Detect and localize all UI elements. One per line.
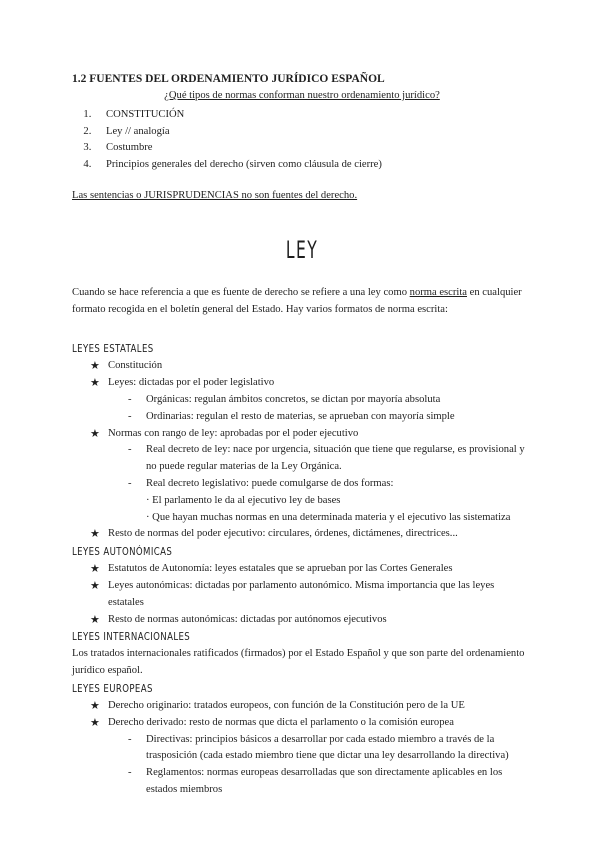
intro-before: Cuando se hace referencia a que es fuente de derecho se refiere a una ley como — [72, 286, 410, 298]
estatales-list — [72, 358, 532, 543]
europeas-list — [72, 698, 532, 799]
rdleg-option-a: · El parlamento le da al ejecutivo ley de bases — [146, 494, 341, 506]
star-icon: ★ — [90, 613, 100, 626]
list-item — [128, 442, 532, 476]
item-text: Resto de normas del poder ejecutivo: circulares, órdenes, dictámenes, directrices... — [108, 528, 458, 540]
list-item — [90, 715, 532, 799]
dash-icon: - — [128, 410, 132, 422]
list-item — [90, 526, 532, 543]
internacionales-text: Los tratados internacionales ratificados (firmados) por el Estado Español y que son parte del ordenamiento jurídico español. — [72, 648, 525, 677]
list-item — [90, 375, 532, 425]
item-text: Constitución — [108, 360, 163, 372]
intro-underlined: norma escrita — [409, 286, 467, 298]
internacionales-title: LEYES INTERNACIONALES — [72, 630, 191, 644]
star-icon: ★ — [90, 563, 100, 576]
item-text: Resto de normas autonómicas: dictadas por autónomos ejecutivos — [108, 613, 387, 625]
list-item: 1. CONSTITUCIÓN — [94, 107, 532, 124]
europeas-title: LEYES EUROPEAS — [72, 681, 153, 695]
list-item — [128, 732, 532, 766]
list-item — [90, 358, 532, 375]
estatales-title: LEYES ESTATALES — [72, 342, 154, 356]
list-item — [128, 476, 532, 526]
document-page — [72, 70, 532, 799]
item-text: Real decreto de ley: nace por urgencia, situación que tiene que regularse, es provisional y no puede regular materias de la Ley Orgánica. — [146, 444, 525, 473]
ley-title: LEY — [285, 235, 319, 264]
jurisprudence-note: Las sentencias o JURISPRUDENCIAS no son fuentes del derecho. — [72, 189, 358, 201]
list-item — [128, 392, 532, 409]
list-item — [90, 561, 532, 578]
list-item — [90, 698, 532, 715]
item-text: Leyes autonómicas: dictadas por parlamento autonómico. Misma importancia que las leyes estatales — [108, 579, 495, 608]
section-heading: 1.2 FUENTES DEL ORDENAMIENTO JURÍDICO ESPAÑOL — [72, 73, 385, 85]
list-item — [90, 578, 532, 612]
item-text: Leyes: dictadas por el poder legislativo — [108, 377, 275, 389]
star-icon: ★ — [90, 699, 100, 712]
item-text: Real decreto legislativo: puede comulgarse de dos formas: — [146, 477, 394, 489]
star-icon: ★ — [90, 528, 100, 541]
dash-icon: - — [128, 477, 132, 489]
autonomicas-title: LEYES AUTONÓMICAS — [72, 545, 173, 559]
item-text: Ordinarias: regulan el resto de materias, se aprueban con mayoría simple — [146, 410, 455, 422]
star-icon: ★ — [90, 579, 100, 592]
item-text: Normas con rango de ley: aprobadas por el poder ejecutivo — [108, 427, 359, 439]
star-icon: ★ — [90, 360, 100, 373]
dash-icon: - — [128, 393, 132, 405]
item-text: Estatutos de Autonomía: leyes estatales que se aprueban por las Cortes Generales — [108, 563, 453, 575]
star-icon: ★ — [90, 377, 100, 390]
leyes-sublist — [108, 392, 532, 426]
list-item: 2. Ley // analogía — [94, 124, 532, 141]
list-item — [128, 409, 532, 426]
list-item — [90, 426, 532, 527]
item-text: Reglamentos: normas europeas desarrolladas que son directamente aplicables en los estados miembros — [146, 767, 503, 795]
star-icon: ★ — [90, 427, 100, 440]
autonomicas-list — [72, 561, 532, 628]
dash-icon: - — [128, 444, 132, 456]
derivado-sublist — [108, 732, 532, 799]
guiding-question: ¿Qué tipos de normas conforman nuestro ordenamiento jurídico? — [164, 90, 440, 101]
list-item: 4. Principios generales del derecho (sirven como cláusula de cierre) — [94, 157, 532, 174]
dash-icon: - — [128, 733, 132, 745]
sources-list — [72, 107, 532, 174]
intro-paragraph — [72, 285, 532, 319]
star-icon: ★ — [90, 716, 100, 729]
item-text: Orgánicas: regulan ámbitos concretos, se dictan por mayoría absoluta — [146, 393, 441, 405]
list-item: 3. Costumbre — [94, 140, 532, 157]
item-text: Derecho derivado: resto de normas que dicta el parlamento o la comisión europea — [108, 716, 454, 728]
list-item — [128, 765, 532, 799]
rdleg-option-b: · Que hayan muchas normas en una determinada materia y el ejecutivo las sistematiza — [146, 511, 511, 523]
dash-icon: - — [128, 767, 132, 779]
rango-sublist — [108, 442, 532, 526]
item-text: Directivas: principios básicos a desarrollar por cada estado miembro a través de la trasposición (cada estado miembro tiene que dictar una ley desarrollando la directiva) — [146, 733, 509, 762]
intro-after: en cualquier formato recogida en el boletín general del Estado. Hay varios formatos de norma escrita: — [72, 286, 522, 315]
item-text: Derecho originario: tratados europeos, con función de la Constitución pero de la UE — [108, 699, 465, 711]
list-item — [90, 612, 532, 629]
